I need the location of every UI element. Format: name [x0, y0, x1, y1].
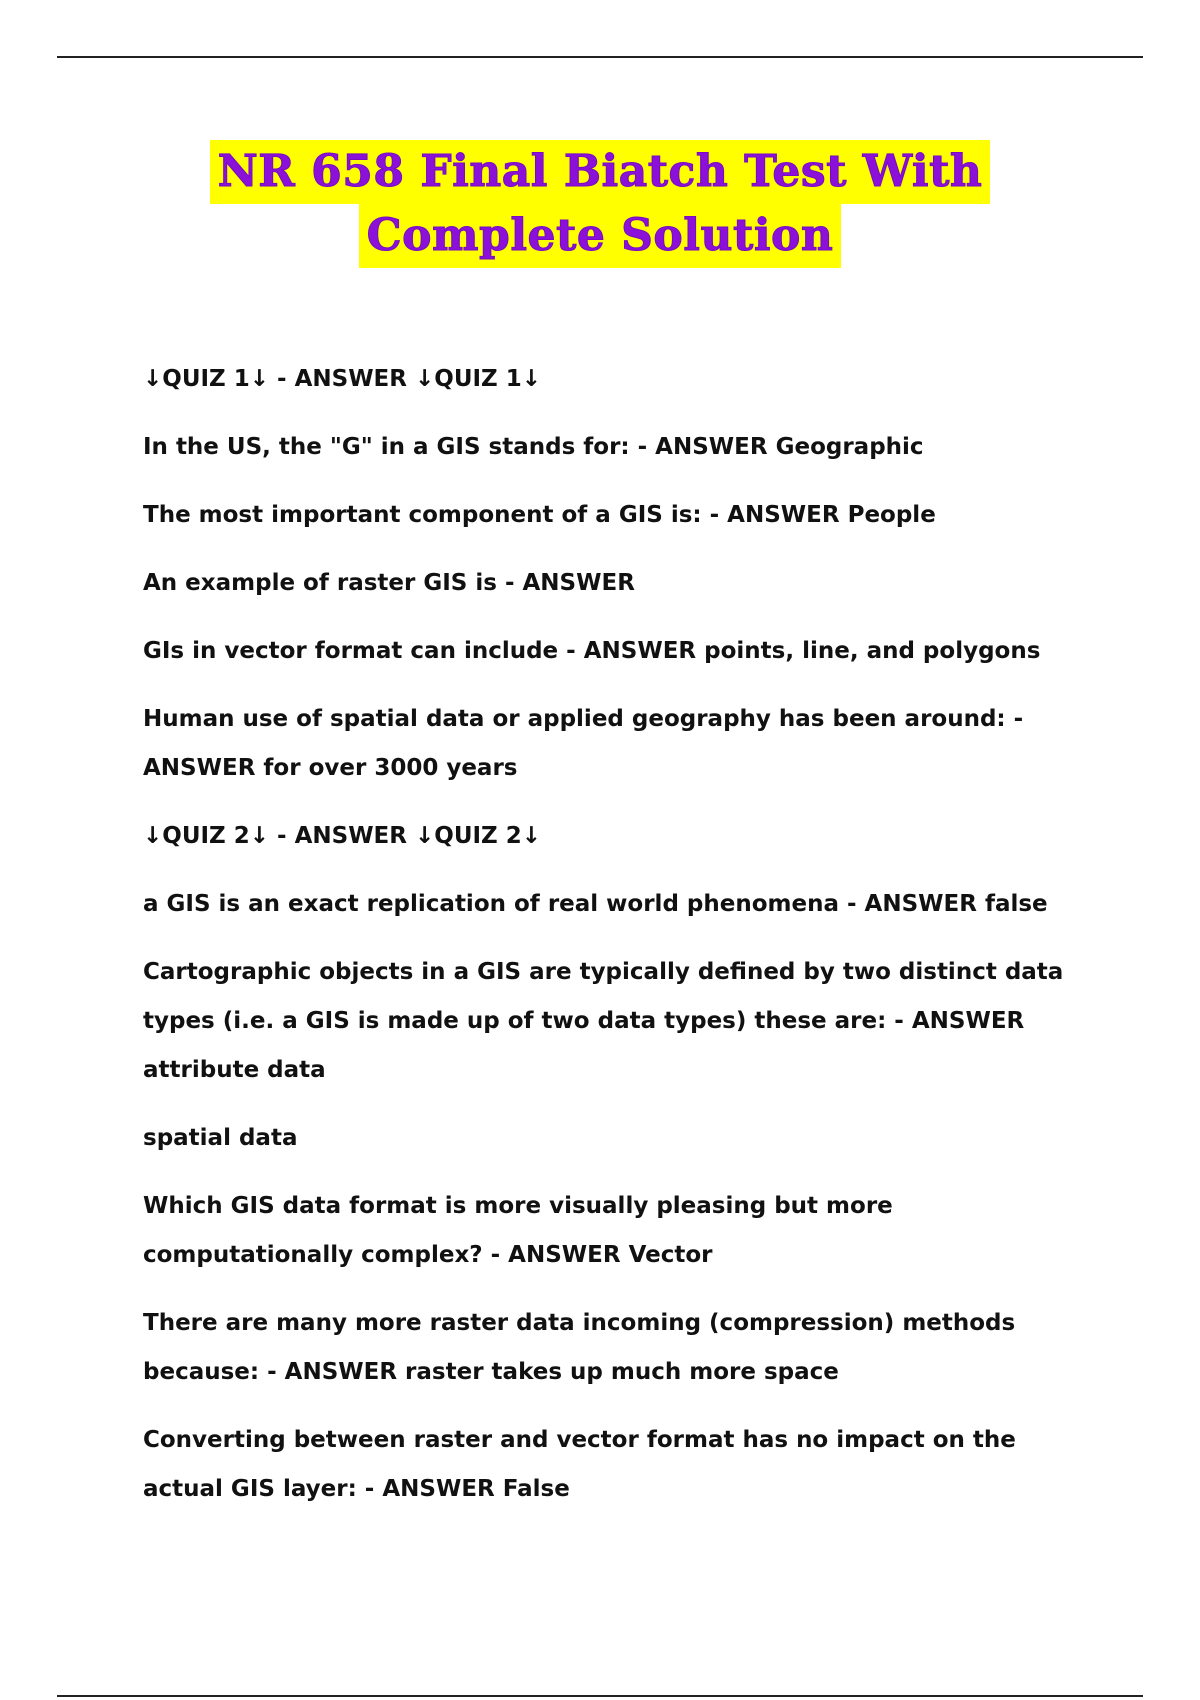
top-rule — [57, 56, 1143, 58]
qa-item: Cartographic objects in a GIS are typically defined by two distinct data types (i.e. a GIS is made up of two data types) these are: - ANSWER attribute data — [143, 959, 1064, 1083]
qa-item: Which GIS data format is more visually pleasing but more computationally complex? - ANSWER Vector — [143, 1193, 893, 1268]
qa-item: The most important component of a GIS is: - ANSWER People — [143, 502, 936, 528]
qa-list — [143, 355, 1103, 1514]
qa-item: spatial data — [143, 1125, 298, 1151]
qa-item: a GIS is an exact replication of real world phenomena - ANSWER false — [143, 891, 1048, 917]
quiz-heading: ↓QUIZ 1↓ - ANSWER ↓QUIZ 1↓ — [143, 366, 542, 392]
qa-item: GIs in vector format can include - ANSWER points, line, and polygons — [143, 638, 1041, 664]
title-line-1: NR 658 Final Biatch Test With — [210, 140, 991, 204]
document-title — [0, 140, 1200, 268]
bottom-rule — [57, 1695, 1143, 1697]
qa-item: In the US, the "G" in a GIS stands for: - ANSWER Geographic — [143, 434, 924, 460]
qa-item: An example of raster GIS is - ANSWER — [143, 570, 635, 596]
qa-item: Converting between raster and vector format has no impact on the actual GIS layer: - ANSWER False — [143, 1427, 1016, 1502]
qa-item: Human use of spatial data or applied geography has been around: - ANSWER for over 3000 years — [143, 706, 1024, 781]
quiz-heading: ↓QUIZ 2↓ - ANSWER ↓QUIZ 2↓ — [143, 823, 542, 849]
qa-item: There are many more raster data incoming (compression) methods because: - ANSWER raster takes up much more space — [143, 1310, 1016, 1385]
title-line-2: Complete Solution — [359, 204, 842, 268]
